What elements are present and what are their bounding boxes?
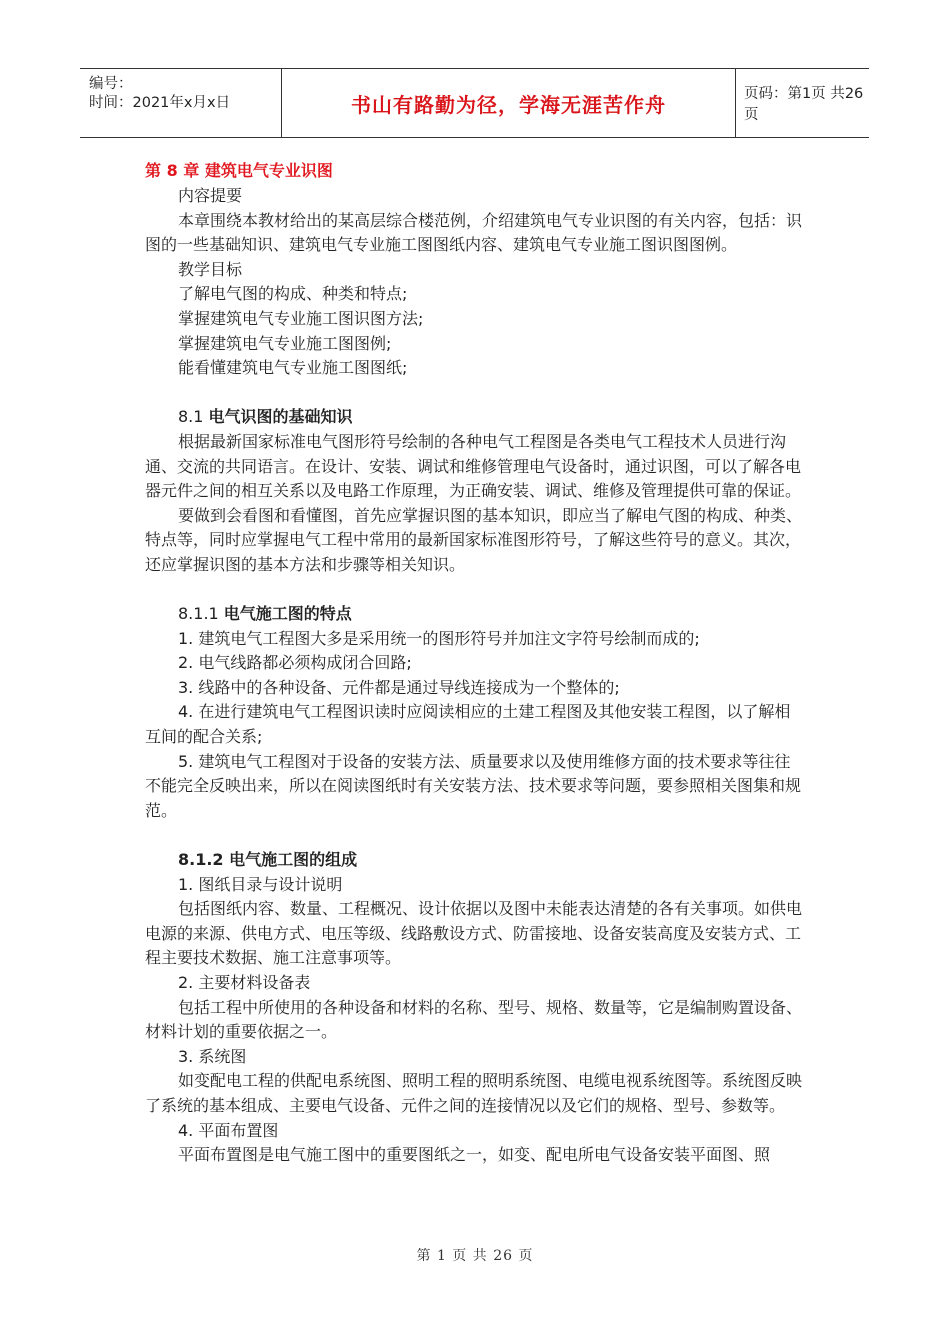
section-8-1-number: 8.1 (178, 407, 209, 427)
header-page-cell (736, 69, 869, 137)
chapter-title: 第 8 章 建筑电气专业识图 (145, 161, 333, 180)
header-motto-cell (282, 69, 736, 137)
section-8-1-paragraph: 根据最新国家标准电气图形符号绘制的各种电气工程图是各类电气工程技术人员进行沟通、交流的共同语言。在设计、安装、调试和维修管理电气设备时，通过识图，可以了解各电器元件之间的相互关系以及电路工作原理，为正确安装、调试、维修及管理提供可靠的保证。 (145, 431, 802, 501)
section-8-1-1-title: 电气施工图的特点 (223, 604, 352, 624)
doc-date-label: 时间：2021年x月x日 (89, 95, 231, 111)
feature-item: 1. 建筑电气工程图大多是采用统一的图形符号并加注文字符号绘制而成的; (178, 628, 700, 648)
header-page-info: 页码：第1页 共26页 (744, 86, 864, 123)
goals-heading: 教学目标 (178, 259, 243, 279)
subsection-text: 包括工程中所使用的各种设备和材料的名称、型号、规格、数量等，它是编制购置设备、材料计划的重要依据之一。 (145, 997, 803, 1042)
section-8-1-1-number: 8.1.1 (178, 604, 224, 624)
goal-item: 了解电气图的构成、种类和特点; (178, 284, 408, 304)
doc-number-label: 编号： (89, 76, 133, 92)
feature-item: 4. 在进行建筑电气工程图识读时应阅读相应的土建工程图及其他安装工程图，以了解相互间的配合关系; (145, 702, 791, 747)
feature-item: 5. 建筑电气工程图对于设备的安装方法、质量要求以及使用维修方面的技术要求等往往不能完全反映出来，所以在阅读图纸时有关安装方法、技术要求等问题，要参照相关图集和规范。 (145, 751, 802, 820)
subsection-title: 1. 图纸目录与设计说明 (178, 874, 343, 894)
section-8-1-1-heading (145, 602, 805, 627)
section-8-1-title: 电气识图的基础知识 (208, 407, 353, 427)
section-8-1-2-heading: 8.1.2 电气施工图的组成 (178, 850, 358, 870)
subsection-title: 2. 主要材料设备表 (178, 973, 311, 992)
subsection-title: 4. 平面布置图 (178, 1120, 279, 1140)
subsection-text: 包括图纸内容、数量、工程概况、设计依据以及图中未能表达清楚的各有关事项。如供电电源的来源、供电方式、电压等级、线路敷设方式、防雷接地、设备安装高度及安装方式、工程主要技术数据、施工注意事项等。 (145, 899, 803, 968)
feature-item: 2. 电气线路都必须构成闭合回路; (178, 653, 412, 673)
goal-item: 掌握建筑电气专业施工图识图方法; (178, 308, 424, 328)
subsection-title: 3. 系统图 (178, 1046, 247, 1066)
subsection-text: 如变配电工程的供配电系统图、照明工程的照明系统图、电缆电视系统图等。系统图反映了系统的基本组成、主要电气设备、元件之间的连接情况以及它们的规格、型号、参数等。 (145, 1071, 803, 1115)
goal-item: 掌握建筑电气专业施工图图例; (178, 333, 392, 353)
summary-heading: 内容提要 (178, 186, 243, 205)
document-body (145, 157, 805, 1168)
goal-item: 能看懂建筑电气专业施工图图纸; (178, 358, 408, 378)
summary-text: 本章围绕本教材给出的某高层综合楼范例，介绍建筑电气专业识图的有关内容，包括：识图的一些基础知识、建筑电气专业施工图图纸内容、建筑电气专业施工图识图图例。 (145, 210, 803, 255)
page-header (80, 68, 869, 138)
subsection-text: 平面布置图是电气施工图中的重要图纸之一，如变、配电所电气设备安装平面图、照 (178, 1145, 771, 1165)
section-8-1-paragraph: 要做到会看图和看懂图，首先应掌握识图的基本知识，即应当了解电气图的构成、种类、特点等，同时应掌握电气工程中常用的最新国家标准图形符号，了解这些符号的意义。其次，还应掌握识图的基本方法和步骤等相关知识。 (145, 505, 803, 574)
section-8-1-heading (145, 405, 805, 430)
feature-item: 3. 线路中的各种设备、元件都是通过导线连接成为一个整体的; (178, 677, 620, 697)
header-meta (80, 69, 282, 137)
header-motto: 书山有路勤为径，学海无涯苦作舟 (351, 92, 666, 117)
page-footer: 第 1 页 共 26 页 (416, 1248, 534, 1264)
